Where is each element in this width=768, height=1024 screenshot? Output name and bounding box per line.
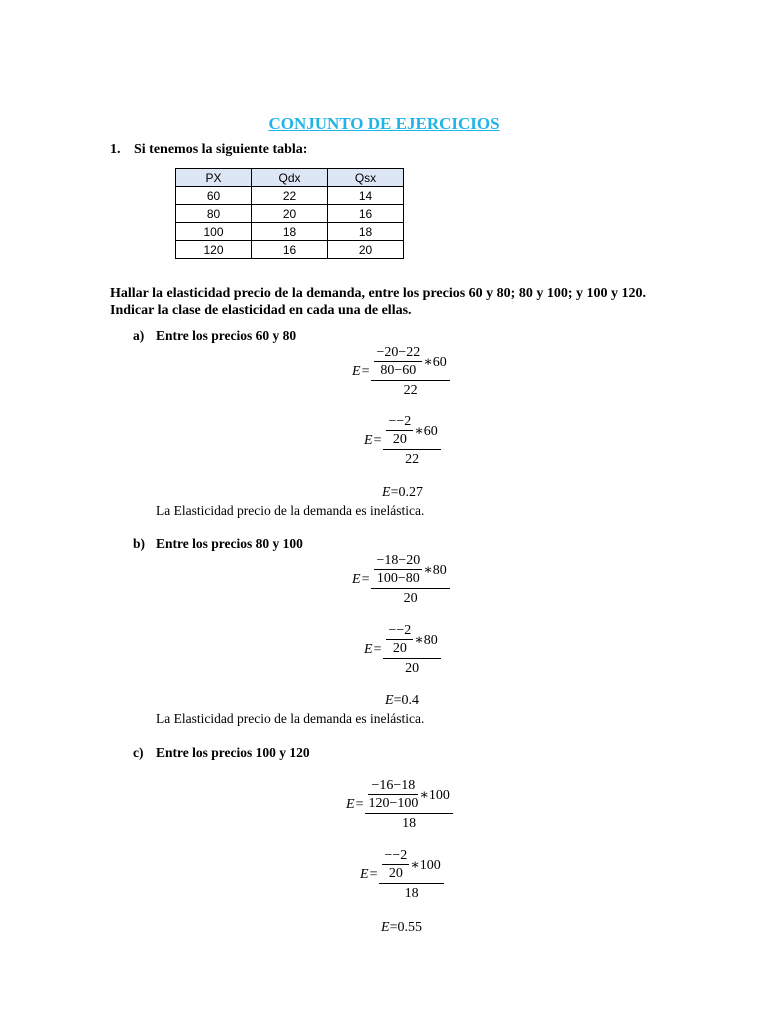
multiplier: ∗80 — [423, 562, 447, 578]
result-b — [385, 693, 419, 709]
section-b-title — [133, 536, 303, 552]
outer-denominator: 18 — [404, 886, 419, 901]
instructions-line: Hallar la elasticidad precio de la demanda, entre los precios 60 y 80; 80 y 100; y 100 y 120. — [110, 286, 646, 301]
result-a — [382, 485, 423, 501]
inner-numerator: −16−18 — [371, 778, 416, 793]
section-heading: Entre los precios 100 y 120 — [156, 745, 310, 760]
outer-fraction — [379, 848, 443, 902]
table-cell: 18 — [252, 223, 328, 241]
result-value: =0.4 — [393, 693, 419, 708]
question-number: 1. — [110, 142, 121, 157]
inner-fraction — [386, 623, 413, 657]
outer-fraction — [365, 778, 452, 832]
table-row — [176, 241, 404, 259]
equation-lhs: E — [352, 364, 361, 379]
section-label: c) — [133, 745, 144, 760]
inner-denominator: 20 — [392, 432, 407, 447]
outer-numerator — [371, 345, 449, 380]
equation-a-1 — [352, 345, 450, 399]
equation-operator: = — [361, 364, 370, 379]
table-header-cell: Qdx — [252, 169, 328, 187]
inner-numerator: −18−20 — [376, 553, 421, 568]
outer-numerator — [379, 848, 443, 883]
table-cell: 14 — [328, 187, 404, 205]
outer-denominator: 20 — [405, 661, 420, 676]
section-c-title — [133, 745, 310, 761]
table-cell: 20 — [328, 241, 404, 259]
inner-denominator: 100−80 — [376, 571, 420, 586]
multiplier: ∗100 — [410, 857, 441, 873]
result-c — [381, 920, 422, 936]
instructions-line: Indicar la clase de elasticidad en cada una de ellas. — [110, 303, 412, 318]
inner-numerator: −20−22 — [376, 345, 421, 360]
equation-c-2 — [360, 848, 444, 902]
inner-denominator: 80−60 — [380, 363, 417, 378]
multiplier: ∗60 — [423, 354, 447, 370]
equation-operator: = — [369, 867, 378, 882]
equation-lhs: E — [352, 572, 361, 587]
inner-fraction — [374, 345, 422, 379]
multiplier: ∗100 — [419, 787, 450, 803]
inner-fraction — [386, 414, 413, 448]
outer-numerator — [383, 414, 440, 449]
section-heading: Entre los precios 80 y 100 — [156, 536, 303, 551]
table-cell: 18 — [328, 223, 404, 241]
equation-lhs: E — [360, 867, 369, 882]
outer-fraction — [383, 623, 440, 677]
equation-a-2 — [364, 414, 441, 468]
table-row — [176, 187, 404, 205]
equation-lhs: E — [364, 642, 373, 657]
result-lhs: E — [381, 920, 390, 935]
section-heading: Entre los precios 60 y 80 — [156, 328, 297, 343]
inner-numerator: −−2 — [384, 848, 408, 863]
outer-numerator — [365, 778, 452, 813]
outer-fraction — [383, 414, 440, 468]
equation-lhs: E — [364, 433, 373, 448]
outer-denominator: 20 — [403, 591, 418, 606]
question-text: Si tenemos la siguiente tabla: — [134, 142, 308, 157]
inner-fraction — [368, 778, 418, 812]
outer-fraction — [371, 345, 449, 399]
section-label: a) — [133, 328, 145, 343]
conclusion-b: La Elasticidad precio de la demanda es inelástica. — [156, 711, 425, 726]
table-cell: 16 — [252, 241, 328, 259]
inner-denominator: 20 — [392, 641, 407, 656]
table-cell: 60 — [176, 187, 252, 205]
outer-numerator — [371, 553, 449, 588]
equation-lhs: E — [346, 797, 355, 812]
outer-denominator: 22 — [405, 452, 420, 467]
table-cell: 20 — [252, 205, 328, 223]
inner-denominator: 20 — [388, 866, 403, 881]
document-title: CONJUNTO DE EJERCICIOS — [268, 114, 500, 133]
price-quantity-table — [175, 168, 404, 259]
inner-fraction — [374, 553, 422, 587]
conclusion-a: La Elasticidad precio de la demanda es inelástica. — [156, 503, 425, 518]
table-row — [176, 223, 404, 241]
table-cell: 22 — [252, 187, 328, 205]
table-cell: 16 — [328, 205, 404, 223]
section-label: b) — [133, 536, 146, 551]
multiplier: ∗80 — [414, 632, 438, 648]
table-row — [176, 205, 404, 223]
result-value: =0.55 — [389, 920, 422, 935]
outer-fraction — [371, 553, 449, 607]
equation-operator: = — [373, 642, 382, 657]
outer-numerator — [383, 623, 440, 658]
equation-b-2 — [364, 623, 441, 677]
inner-numerator: −−2 — [388, 414, 412, 429]
result-lhs: E — [382, 485, 391, 500]
table-cell: 100 — [176, 223, 252, 241]
table-header-row — [176, 169, 404, 187]
result-value: =0.27 — [390, 485, 423, 500]
table-cell: 120 — [176, 241, 252, 259]
table-header-cell: Qsx — [328, 169, 404, 187]
inner-denominator: 120−100 — [368, 796, 419, 811]
table-header-cell: PX — [176, 169, 252, 187]
outer-denominator: 18 — [402, 816, 417, 831]
multiplier: ∗60 — [414, 423, 438, 439]
equation-operator: = — [361, 572, 370, 587]
question-1 — [110, 142, 307, 158]
inner-numerator: −−2 — [388, 623, 412, 638]
instructions-paragraph — [110, 285, 710, 319]
equation-c-1 — [346, 778, 453, 832]
outer-denominator: 22 — [403, 383, 418, 398]
equation-b-1 — [352, 553, 450, 607]
result-lhs: E — [385, 693, 394, 708]
equation-operator: = — [355, 797, 364, 812]
table-cell: 80 — [176, 205, 252, 223]
equation-operator: = — [373, 433, 382, 448]
inner-fraction — [382, 848, 409, 882]
section-a-title — [133, 328, 296, 344]
